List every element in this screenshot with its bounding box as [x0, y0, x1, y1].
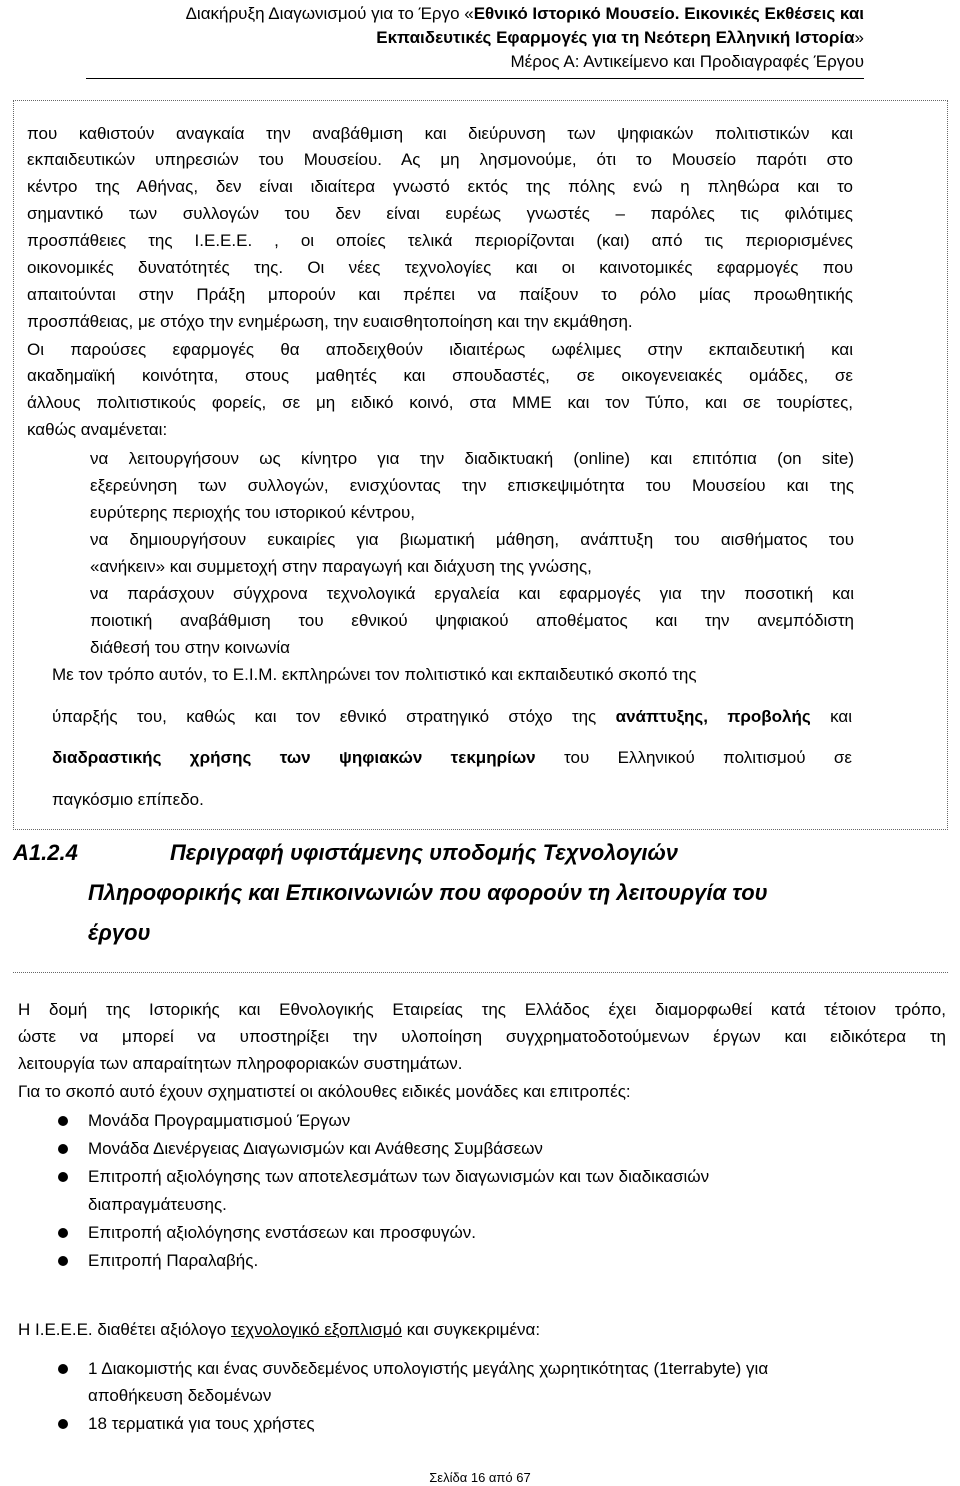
list-item: Επιτροπή αξιολόγησης ενστάσεων και προσφυγών. [88, 1223, 476, 1242]
equipment-item: 1 Διακομιστής και ένας συνδεδεμένος υπολογιστής μεγάλης χωρητικότητας (1terrabyte) για [88, 1359, 769, 1378]
list-item-continued: διαπραγμάτευσης. [88, 1195, 227, 1214]
conclusion-line: Με τον τρόπο αυτόν, το Ε.Ι.Μ. εκπληρώνει τον πολιτιστικό και εκπαιδευτικό σκοπό της [52, 665, 697, 684]
list-item: Επιτροπή αξιολόγησης των αποτελεσμάτων των διαγωνισμών και των διαδικασιών [88, 1167, 710, 1186]
conclusion-line: παγκόσμιο επίπεδο. [52, 790, 204, 809]
bullet-icon [58, 1419, 68, 1429]
intro-line: προσπάθειες της Ι.Ε.Ε.Ε. , οι οποίες τελικά περιορίζονται (και) από τις περιορισμένες [27, 231, 853, 250]
list-item: Μονάδα Διενέργειας Διαγωνισμών και Ανάθεσης Συμβάσεων [88, 1139, 543, 1158]
intro-line: καθώς αναμένεται: [27, 420, 168, 439]
intro-line: προσπάθειας, με στόχο την ενημέρωση, την ευαισθητοποίηση και την εκμάθηση. [27, 312, 633, 331]
bullet-icon [58, 1144, 68, 1154]
goal-line: ποιοτική αναβάθμιση του εθνικού ψηφιακού αποθέματος και την ανεμπόδιστη [90, 611, 854, 630]
intro-line: εκπαιδευτικών υπηρεσιών του Μουσείου. Ας μη λησμονούμε, ότι το Μουσείο παρότι στο [27, 150, 853, 169]
list-item: Μονάδα Προγραμματισμού Έργων [88, 1111, 351, 1130]
conclusion-text: και [810, 707, 852, 726]
goal-line: να παράσχουν σύγχρονα τεχνολογικά εργαλεία και εφαρμογές για την ποσοτική και [90, 584, 854, 603]
page-number: Σελίδα 16 από 67 [429, 1470, 531, 1485]
conclusion-text: ύπαρξής του, καθώς και τον εθνικό στρατηγικό στόχο της [52, 707, 616, 726]
header-subtitle: Μέρος Α: Αντικείμενο και Προδιαγραφές Έργου [510, 52, 864, 71]
equipment-item-continued: αποθήκευση δεδομένων [88, 1386, 272, 1405]
intro-line: σημαντικό των συλλογών του δεν είναι ευρέως γνωστές – παρόλες τις φιλότιμες [27, 204, 853, 223]
equipment-intro-underlined: τεχνολογικό εξοπλισμό [230, 1320, 402, 1339]
bullet-icon [58, 1116, 68, 1126]
intro-line: ακαδημαϊκή κοινότητα, στους μαθητές και σπουδαστές, σε οικογενειακές ομάδες, σε [27, 366, 853, 385]
bullet-icon [58, 1228, 68, 1238]
intro-line: άλλους πολιτιστικούς φορείς, σε μη ειδικό κοινό, στα ΜΜΕ και τον Τύπο, και σε τουρίστες, [27, 393, 853, 412]
section-number: Α1.2.4 [13, 840, 78, 865]
section-title-line: Περιγραφή υφιστάμενης υποδομής Τεχνολογιών [170, 840, 679, 865]
intro-line: Οι παρούσες εφαρμογές θα αποδειχθούν ιδιαιτέρως ωφέλιμες στην εκπαιδευτική και [27, 340, 853, 359]
body-line: ώστε να μπορεί να υποστηρίξει την υλοποίηση συγχρηματοδοτούμενων έργων και ειδικότερα τη [18, 1027, 946, 1046]
bullet-icon [58, 1256, 68, 1266]
bullet-icon [58, 1172, 68, 1182]
header-divider [86, 78, 864, 79]
intro-line: οικονομικές δυνατότητές της. Οι νέες τεχνολογίες και οι καινοτομικές εφαρμογές που [27, 258, 853, 277]
goal-line: εξερεύνηση των συλλογών, ενισχύοντας την επισκεψιμότητα του Μουσείου και της [90, 476, 854, 495]
conclusion-line-2 [52, 707, 852, 727]
conclusion-line-3 [52, 748, 852, 768]
intro-line: κέντρο της Αθήνας, δεν είναι ιδιαίτερα γνωστό εκτός της πόλης ενώ η πληθώρα και το [27, 177, 853, 196]
body-line: λειτουργία των απαραίτητων πληροφοριακών συστημάτων. [18, 1054, 463, 1073]
goal-line: να λειτουργήσουν ως κίνητρο για την διαδικτυακή (online) και επιτόπια (on site) [90, 449, 854, 468]
header-prefix: Διακήρυξη Διαγωνισμού για το Έργο « [185, 4, 474, 23]
equipment-intro-text: και συγκεκριμένα: [401, 1320, 541, 1339]
goal-line: να δημιουργήσουν ευκαιρίες για βιωματική μάθηση, ανάπτυξη του αισθήματος του [90, 530, 854, 549]
section-title-line: έργου [88, 920, 151, 945]
intro-line: που καθιστούν αναγκαία την αναβάθμιση και διεύρυνση των ψηφιακών πολιτιστικών και [27, 124, 853, 143]
goal-line: διάθεσή του στην κοινωνία [90, 638, 291, 657]
equipment-intro-text: Η Ι.Ε.Ε.Ε. διαθέτει αξιόλογο [18, 1320, 231, 1339]
header-line-2 [376, 28, 864, 48]
goal-line: «ανήκειν» και συμμετοχή στην παραγωγή και διάχυση της γνώσης, [90, 557, 592, 576]
equipment-item: 18 τερματικά για τους χρήστες [88, 1414, 315, 1433]
header-title-part1: Εθνικό Ιστορικό Μουσείο. Εικονικές Εκθέσεις και [473, 4, 864, 23]
conclusion-emphasis: διαδραστικής χρήσης των ψηφιακών τεκμηρίων [52, 748, 536, 767]
section-title-line: Πληροφορικής και Επικοινωνιών που αφορούν τη λειτουργία του [88, 880, 768, 905]
list-item: Επιτροπή Παραλαβής. [88, 1251, 259, 1270]
bullet-icon [58, 1364, 68, 1374]
goal-line: ευρύτερης περιοχής του ιστορικού κέντρου, [90, 503, 416, 522]
equipment-intro [18, 1320, 946, 1340]
header-title-part2: Εκπαιδευτικές Εφαρμογές για τη Νεότερη Ελληνική Ιστορία [376, 28, 855, 47]
header-line-1 [186, 4, 864, 24]
conclusion-emphasis: ανάπτυξης, προβολής [615, 707, 811, 726]
header-suffix: » [854, 28, 864, 47]
body-line: Για το σκοπό αυτό έχουν σχηματιστεί οι ακόλουθες ειδικές μονάδες και επιτροπές: [18, 1082, 631, 1101]
conclusion-text: του Ελληνικού πολιτισμού σε [535, 748, 853, 767]
intro-line: απαιτούνται στην Πράξη μπορούν και πρέπει να παίξουν το ρόλο μίας προωθητικής [27, 285, 853, 304]
body-line: Η δομή της Ιστορικής και Εθνολογικής Εταιρείας της Ελλάδος έχει διαμορφωθεί κατά τέτοιον τρόπο, [18, 1000, 946, 1019]
